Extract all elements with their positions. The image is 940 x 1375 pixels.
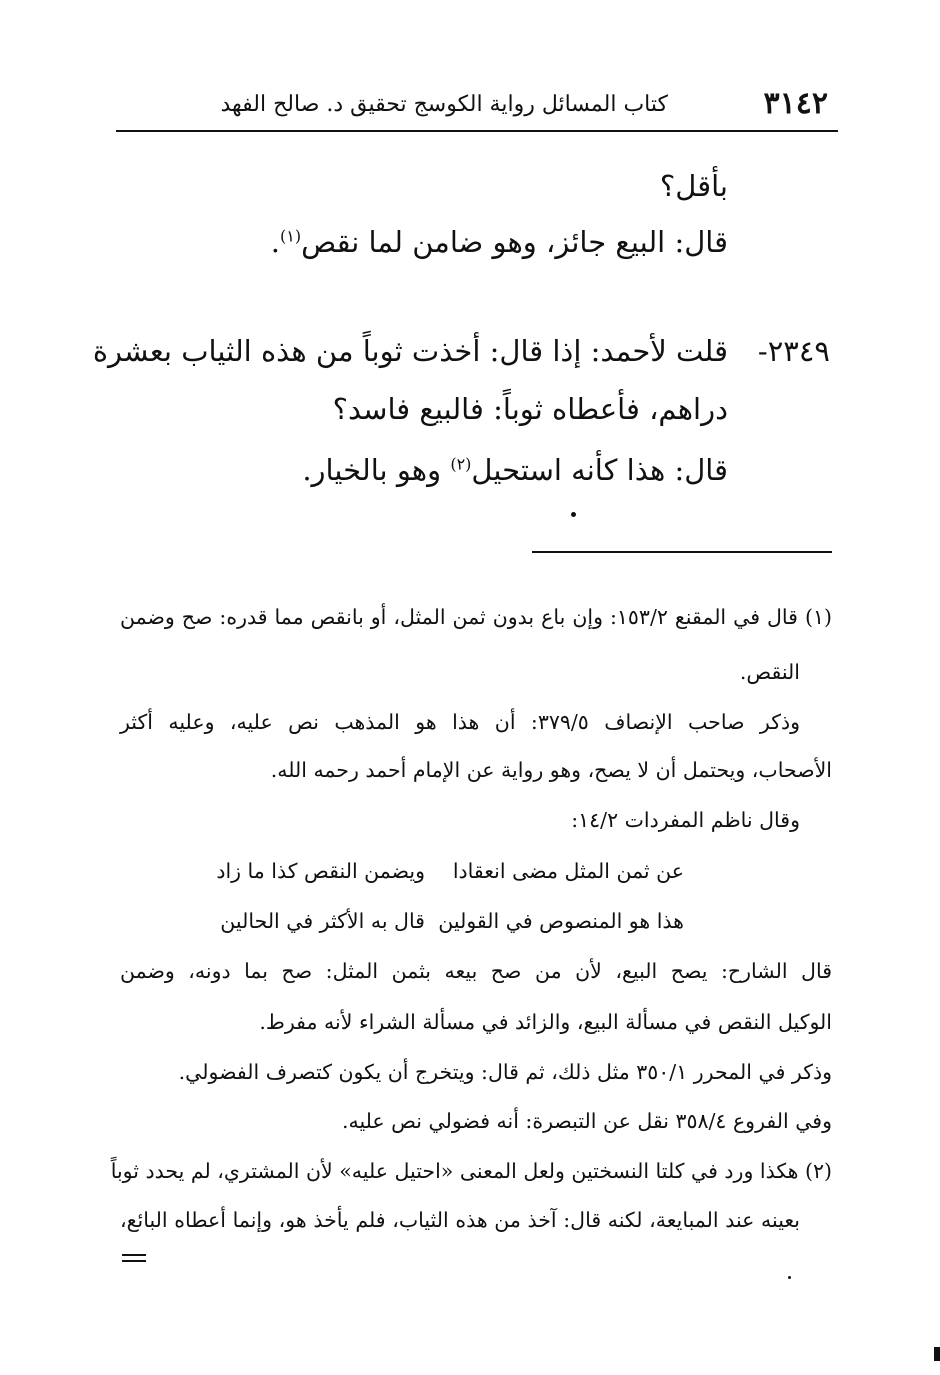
footnote-1-line-9: وفي الفروع ٣٥٨/٤ نقل عن التبصرة: أنه فضولي نص عليه. <box>341 1109 832 1133</box>
entry-line-2: دراهم، فأعطاه ثوباً: فالبيع فاسد؟ <box>332 392 728 426</box>
entry-line-3 <box>302 452 728 490</box>
entry-number: ٢٣٤٩- <box>757 334 830 368</box>
page-header <box>116 86 836 126</box>
header-rule <box>116 130 838 132</box>
footnote-1-line-8: وذكر في المحرر ٣٥٠/١ مثل ذلك، ثم قال: ويتخرج أن يكون كتصرف الفضولي. <box>178 1060 832 1084</box>
continuation-mark <box>122 1254 146 1264</box>
footnote-2-line-1: (٢) هكذا ورد في كلتا النسختين ولعل المعنى «احتيل عليه» لأن المشتري، لم يحدد ثوباً <box>110 1159 832 1183</box>
footnote-1-line-3: وذكر صاحب الإنصاف ٣٧٩/٥: أن هذا هو المذهب نص عليه، وعليه أكثر <box>120 710 800 734</box>
scan-edge-mark <box>934 1347 940 1361</box>
footnote-1-line-2: النقص. <box>739 660 800 684</box>
verse-1-second-hemistich: ويضمن النقص كذا ما زاد <box>216 859 425 883</box>
entry-line-3-end: وهو بالخيار. <box>302 453 442 487</box>
running-title: كتاب المسائل رواية الكوسج تحقيق د. صالح الفهد <box>220 92 668 117</box>
footnote-2-line-2: بعينه عند المبايعة، لكنه قال: آخذ من هذه الثياب، فلم يأخذ هو، وإنما أعطاه البائع، <box>120 1208 800 1232</box>
verse-2-first-hemistich: هذا هو المنصوص في القولين <box>438 909 684 933</box>
main-line-2 <box>271 224 728 262</box>
ink-speck <box>788 1276 791 1279</box>
footnote-1-line-7: الوكيل النقص في مسألة البيع، والزائد في مسألة الشراء لأنه مفرط. <box>259 1010 832 1034</box>
main-line-2-end: . <box>270 225 280 259</box>
footnote-1-line-6: قال الشارح: يصح البيع، لأن من صح بيعه بثمن المثل: صح بما دونه، وضمن <box>120 959 832 983</box>
page-number: ٣١٤٢ <box>763 86 828 121</box>
verse-1-first-hemistich: عن ثمن المثل مضى انعقادا <box>452 859 684 883</box>
ink-dot <box>571 512 576 517</box>
main-line-2-text: قال: البيع جائز، وهو ضامن لما نقص <box>301 225 728 259</box>
verse-2-second-hemistich: قال به الأكثر في الحالين <box>220 909 425 933</box>
entry-line-3-text: قال: هذا كأنه استحيل <box>471 453 728 487</box>
footnote-ref-1: (١) <box>279 226 302 246</box>
entry-line-1: قلت لأحمد: إذا قال: أخذت ثوباً من هذه الثياب بعشرة <box>92 334 728 368</box>
footnote-1-line-1: (١) قال في المقنع ١٥٣/٢: وإن باع بدون ثمن المثل، أو بانقص مما قدره: صح وضمن <box>120 605 833 629</box>
footnote-separator <box>532 551 832 553</box>
footnote-ref-2: (٢) <box>450 454 472 474</box>
footnote-1-line-5: وقال ناظم المفردات ١٤/٢: <box>571 808 800 832</box>
main-line-1: بأقل؟ <box>659 169 728 203</box>
footnote-1-line-4: الأصحاب، ويحتمل أن لا يصح، وهو رواية عن الإمام أحمد رحمه الله. <box>270 758 832 782</box>
